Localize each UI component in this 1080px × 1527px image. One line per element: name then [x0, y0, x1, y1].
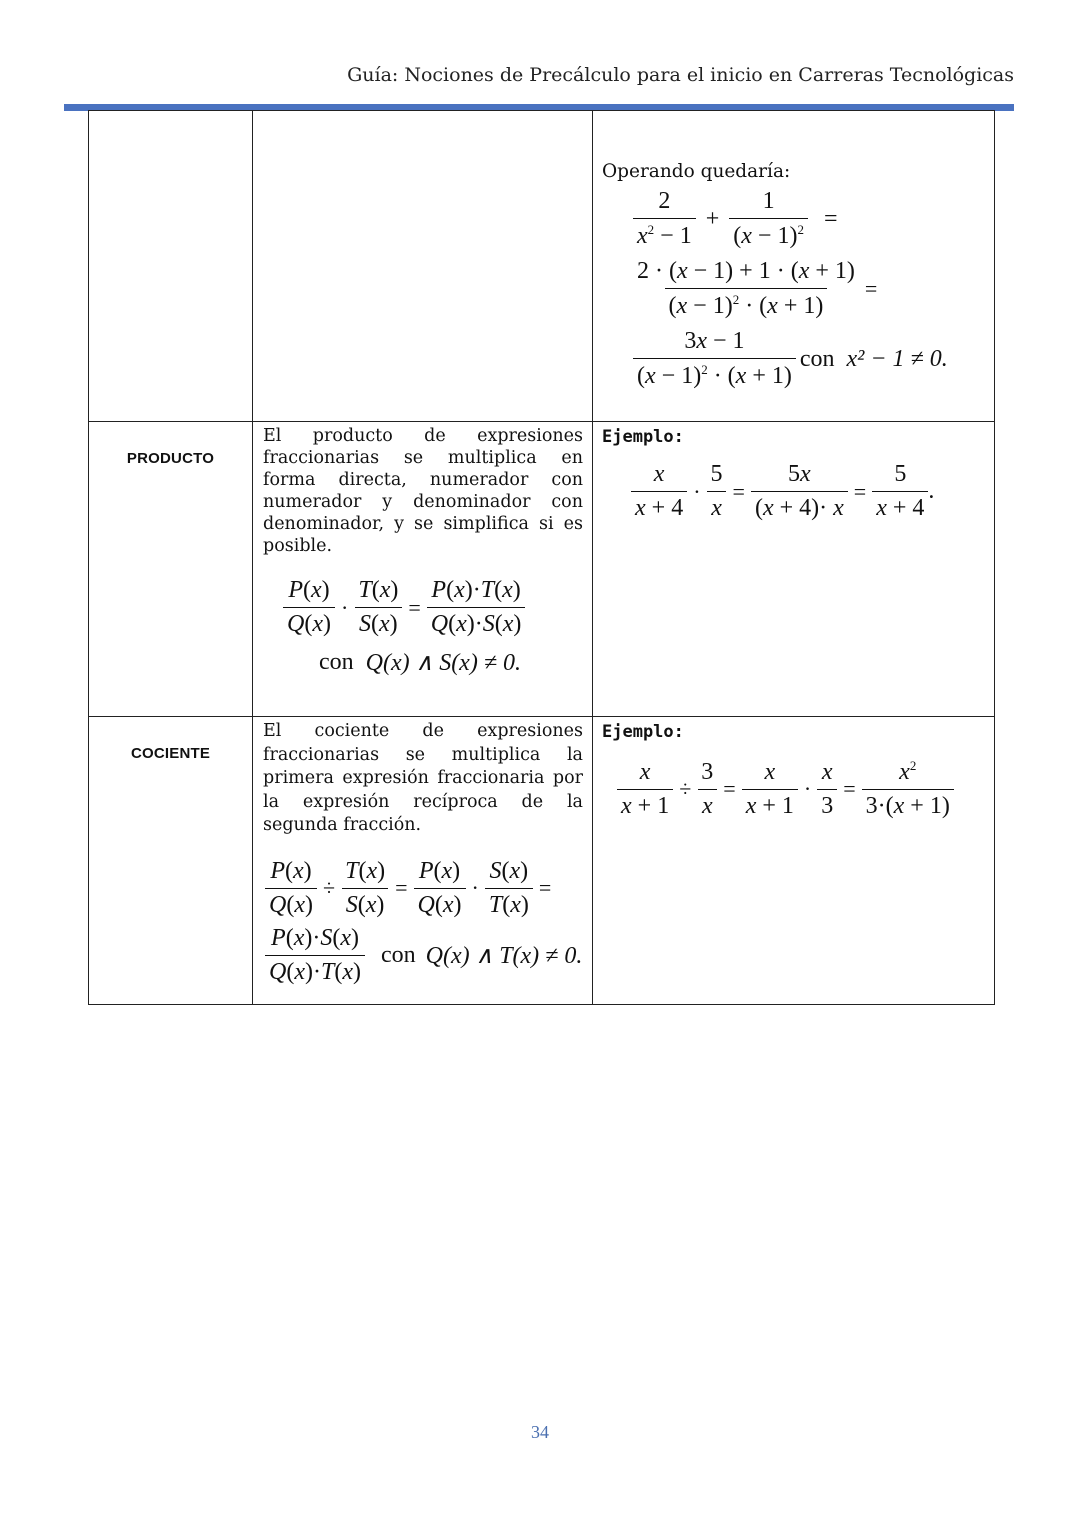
page-number: 34 — [531, 1422, 549, 1442]
cociente-condition-word: con — [381, 941, 416, 968]
example-cell-suma — [593, 111, 995, 422]
example-cell-cociente — [593, 717, 995, 1005]
label-cell-empty — [89, 111, 253, 422]
sum-step-2: $\frac{2 \cdot (x - 1) + 1 \cdot (x + 1)}{(x - 1)^2 \cdot (x + 1)}$ = — [637, 258, 878, 319]
operations-table — [88, 110, 995, 1005]
producto-condition-word: con — [319, 649, 354, 675]
description-cell-producto — [253, 422, 593, 717]
cociente-formula-2: $\frac{P(x)\cdot S(x)}{Q(x)\cdot T(x)}$ con Q(x) ∧ T(x) ≠ 0. — [265, 925, 592, 986]
cociente-condition: Q(x) ∧ T(x) ≠ 0. — [425, 942, 583, 969]
operando-label: Operando quedaría: — [602, 161, 791, 182]
table-row-suma-continuation — [89, 111, 995, 422]
sum-step-3: $\frac{3x - 1}{(x - 1)^2 \cdot (x + 1)}$ con x² − 1 ≠ 0. — [633, 328, 994, 390]
row-label-producto: PRODUCTO — [126, 450, 215, 467]
cociente-formula-1: $\frac{P(x)}{Q(x)}$ ÷ $\frac{T(x)}{S(x)}$ = $\frac{P(x)}{Q(x)}$ · $\frac{S(x)}{T(x)}$ = — [265, 858, 592, 919]
producto-condition-line — [319, 648, 592, 677]
producto-formula: $\frac{P(x)}{Q(x)}$ · $\frac{T(x)}{S(x)}$ = $\frac{P(x)\cdot T(x)}{Q(x)\cdot S(x)}$ — [283, 577, 592, 638]
cociente-description: El cociente de expresiones fraccionarias se multiplica la primera expresión fraccionaria por la expresión recíproca de la segunda fracción. — [263, 721, 583, 835]
description-cell-cociente — [253, 717, 593, 1005]
sum-step-1: $\frac{2}{x^2 - 1}$ + $\frac{1}{(x - 1)^2}$ = — [633, 188, 994, 250]
label-cell-cociente — [89, 717, 253, 1005]
cociente-example-label: Ejemplo: — [602, 722, 684, 742]
sum-condition: x² − 1 ≠ 0. — [846, 345, 948, 372]
running-header: Guía: Nociones de Precálculo para el inicio en Carreras Tecnológicas — [347, 64, 1014, 86]
row-label-cociente: COCIENTE — [130, 745, 211, 762]
description-cell-empty — [253, 111, 593, 422]
producto-example-label: Ejemplo: — [602, 427, 684, 447]
example-cell-producto — [593, 422, 995, 717]
producto-description: El producto de expresiones fraccionarias se multiplica en forma directa, numerador con numerador y denominador con denominador, y se simplifica si es posible. — [263, 426, 583, 556]
sum-condition-word: con — [799, 345, 835, 372]
producto-condition: Q(x) ∧ S(x) ≠ 0. — [365, 650, 521, 676]
table-row-producto — [89, 422, 995, 717]
table-row-cociente — [89, 717, 995, 1005]
label-cell-producto — [89, 422, 253, 717]
cociente-example: $\frac{x}{x + 1}$ ÷ $\frac{3}{x}$ = $\frac{x}{x + 1}$ · $\frac{x}{3}$ = $\frac{x^2}{3\cdot(x + 1)}$ — [617, 758, 994, 820]
producto-example: $\frac{x}{x + 4}$ · $\frac{5}{x}$ = $\frac{5x}{(x + 4)\cdot x}$ = $\frac{5}{x + 4}$ . — [631, 461, 994, 522]
